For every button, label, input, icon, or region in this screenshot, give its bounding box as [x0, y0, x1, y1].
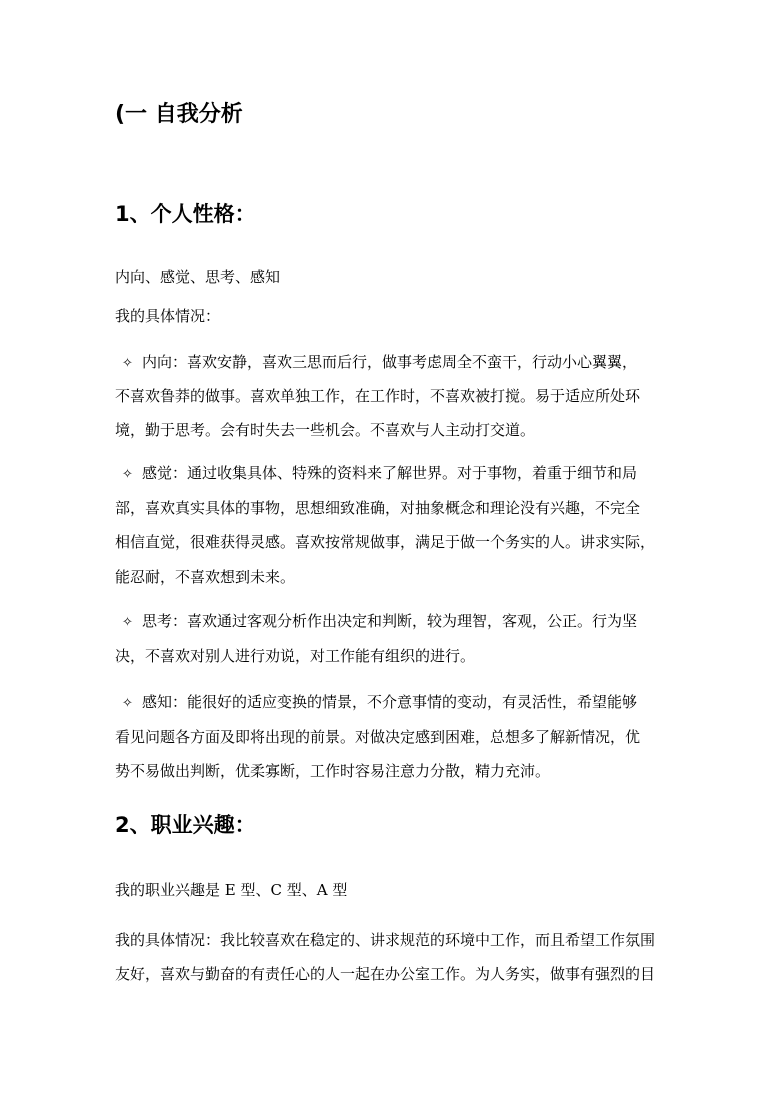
bullet-line: 思考：喜欢通过客观分析作出决定和判断，较为理智，客观，公正。行为坚	[142, 612, 638, 630]
bullet-line: 相信直觉，很难获得灵感。喜欢按常规做事，满足于做一个务实的人。讲求实际，	[115, 533, 656, 551]
bullet-diamond-icon: ✧	[122, 467, 133, 482]
bullet-line: 境，勤于思考。会有时失去一些机会。不喜欢与人主动打交道。	[115, 421, 536, 439]
bullet-line: 能忍耐，不喜欢想到未来。	[115, 568, 296, 586]
bullet-line: 部，喜欢真实具体的事物，思想细致准确，对抽象概念和理论没有兴趣，不完全	[115, 499, 641, 517]
bullet-line: 感觉：通过收集具体、特殊的资料来了解世界。对于事物，着重于细节和局	[142, 464, 638, 482]
section1-heading: 1、个人性格：	[115, 202, 256, 226]
bullet-diamond-icon: ✧	[122, 696, 133, 711]
bullet-line: 不喜欢鲁莽的做事。喜欢单独工作，在工作时，不喜欢被打搅。易于适应所处环	[115, 387, 641, 405]
bullet-diamond-icon: ✧	[122, 615, 133, 630]
bullet-diamond-icon: ✧	[122, 356, 133, 371]
section1-types: 内向、感觉、思考、感知	[115, 268, 281, 286]
bullet-line: 内向：喜欢安静，喜欢三思而后行，做事考虑周全不蛮干，行动小心翼翼，	[142, 353, 638, 371]
bullet-line: 感知：能很好的适应变换的情景，不介意事情的变动，有灵活性，希望能够	[142, 693, 638, 711]
bullet-line: 看见问题各方面及即将出现的前景。对做决定感到困难，总想多了解新情况，优	[115, 728, 641, 746]
bullet-line: 决，不喜欢对别人进行劝说，对工作能有组织的进行。	[115, 647, 476, 665]
main-heading: (一 自我分析	[115, 102, 243, 127]
section1-detail-intro: 我的具体情况：	[115, 307, 221, 325]
section2-heading: 2、职业兴趣：	[115, 813, 256, 837]
paragraph-line: 友好，喜欢与勤奋的有责任心的人一起在办公室工作。为人务实，做事有强烈的目	[115, 965, 656, 983]
paragraph-line: 我的具体情况：我比较喜欢在稳定的、讲求规范的环境中工作，而且希望工作氛围	[115, 931, 656, 949]
section2-types: 我的职业兴趣是 E 型、C 型、A 型	[115, 881, 348, 899]
bullet-line: 势不易做出判断，优柔寡断，工作时容易注意力分散，精力充沛。	[115, 762, 551, 780]
